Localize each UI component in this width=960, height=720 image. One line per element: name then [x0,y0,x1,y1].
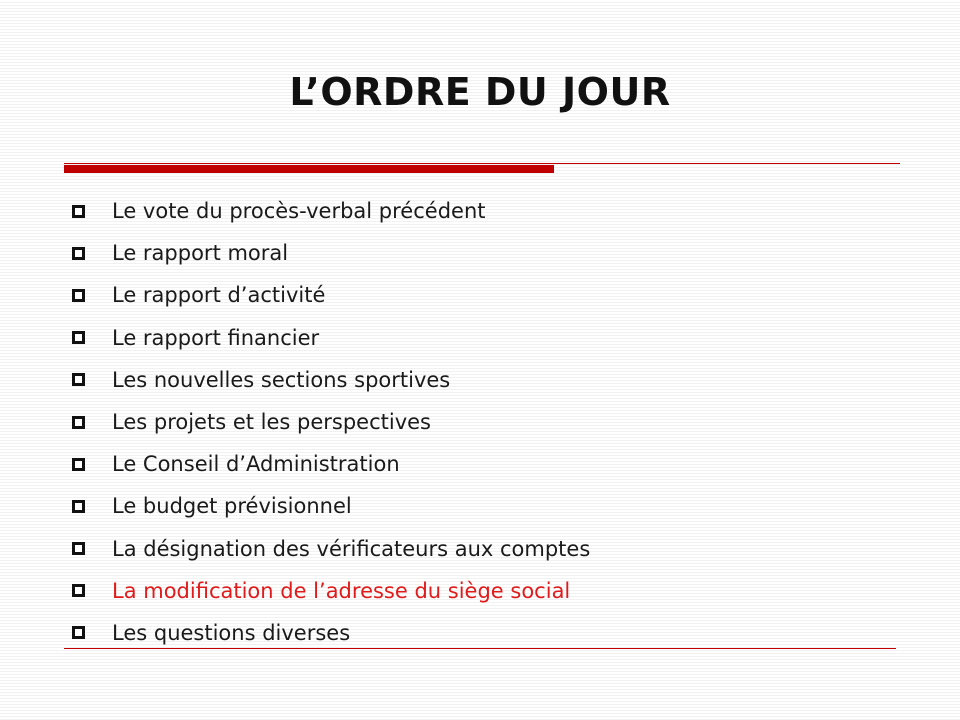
agenda-list [72,190,590,654]
slide-title: L’ORDRE DU JOUR [289,70,671,114]
square-bullet-icon [72,331,85,344]
agenda-item [72,232,590,274]
square-bullet-icon [72,289,85,302]
agenda-item-text: La modification de l’adresse du siège social [112,578,571,603]
bottom-divider [64,648,896,649]
agenda-item [72,443,590,485]
agenda-item [72,359,590,401]
agenda-item-text: Le rapport moral [112,241,289,266]
square-bullet-icon [72,373,85,386]
agenda-item-text: Le Conseil d’Administration [112,452,400,477]
square-bullet-icon [72,500,85,513]
agenda-item-text: Les nouvelles sections sportives [112,367,451,392]
agenda-item-text: Le budget prévisionnel [112,494,352,519]
square-bullet-icon [72,584,85,597]
agenda-item-highlighted [72,570,590,612]
agenda-item [72,401,590,443]
square-bullet-icon [72,542,85,555]
agenda-item [72,528,590,570]
agenda-item [72,274,590,316]
agenda-item-text: La désignation des vérificateurs aux comptes [112,536,591,561]
square-bullet-icon [72,458,85,471]
title-divider-thin [64,163,900,164]
agenda-item [72,190,590,232]
agenda-item-text: Le rapport d’activité [112,283,326,308]
agenda-item-text: Les projets et les perspectives [112,410,431,435]
square-bullet-icon [72,626,85,639]
square-bullet-icon [72,205,85,218]
square-bullet-icon [72,247,85,260]
title-divider-thick [64,165,554,173]
agenda-item-text: Le vote du procès-verbal précédent [112,199,486,224]
agenda-item-text: Le rapport financier [112,325,320,350]
square-bullet-icon [72,416,85,429]
agenda-item [72,317,590,359]
agenda-item-text: Les questions diverses [112,620,351,645]
agenda-item [72,485,590,527]
